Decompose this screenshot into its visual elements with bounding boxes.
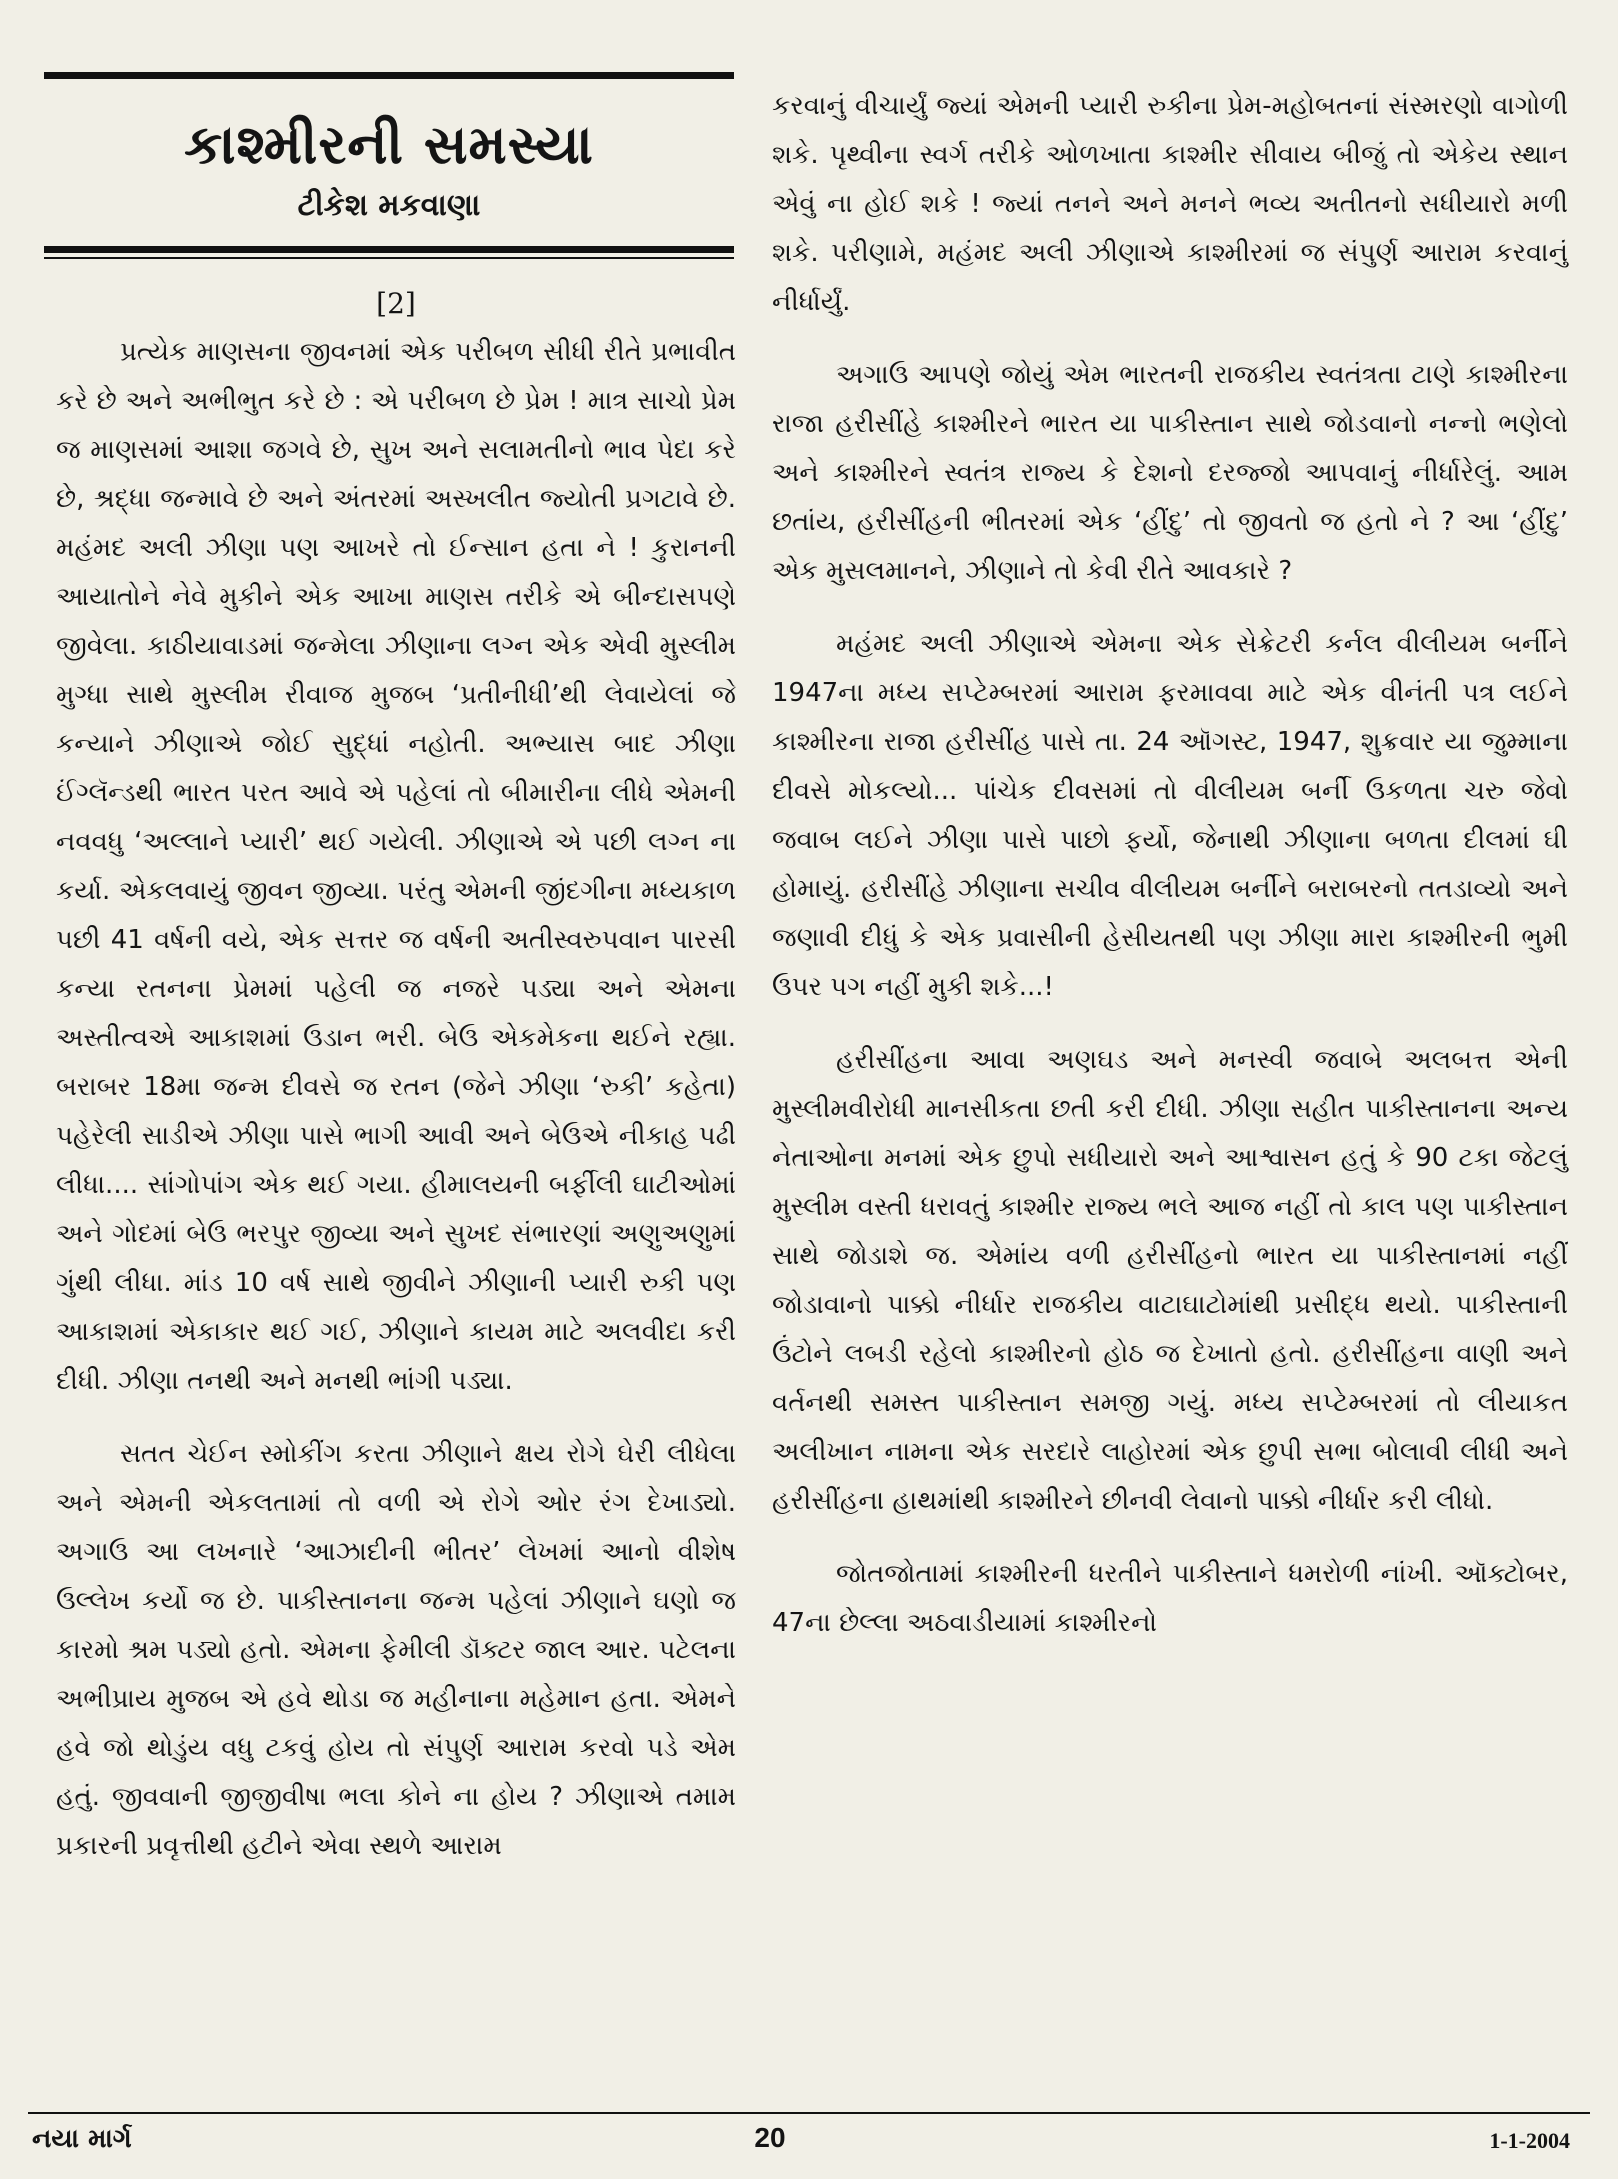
paragraph: મહંમદ અલી ઝીણાએ એમના એક સેક્રેટરી કર્નલ વીલીયમ બર્નીને 1947ના મધ્ય સપ્ટેમ્બરમાં આરામ ફરમાવવા માટે એક વીનંતી પત્ર લઈને કાશ્મીરના રાજા હરીસીંહ પાસે તા. 24 ઑગસ્ટ, 1947, શુક્રવાર યા જુમ્માના દીવસે મોકલ્યો... પાંચેક દીવસમાં તો વીલીયમ બર્ની ઉકળતા ચરુ જેવો જવાબ લઈને ઝીણા પાસે પાછો ફર્યો, જેનાથી ઝીણાના બળતા દીલમાં ઘી હોમાયું. હરીસીંહે ઝીણાના સચીવ વીલીયમ બર્નીને બરાબરનો તતડાવ્યો અને જણાવી દીધું કે એક પ્રવાસીની હેસીયતથી પણ ઝીણા મારા કાશ્મીરની ભુમી ઉપર પગ નહીં મુકી શકે...! [772, 629, 1568, 1002]
paragraph: હરીસીંહના આવા અણઘડ અને મનસ્વી જવાબે અલબત્ત એની મુસ્લીમવીરોધી માનસીકતા છતી કરી દીધી. ઝીણા સહીત પાકીસ્તાનના અન્ય નેતાઓના મનમાં એક છુપો સધીયારો અને આશ્વાસન હતું કે 90 ટકા જેટલું મુસ્લીમ વસ્તી ધરાવતું કાશ્મીર રાજ્ય ભલે આજ નહીં તો કાલ પણ પાકીસ્તાન સાથે જોડાશે જ. એમાંય વળી હરીસીંહનો ભારત યા પાકીસ્તાનમાં નહીં જોડાવાનો પાક્કો નીર્ધાર રાજકીય વાટાઘાટોમાંથી પ્રસીદ્ધ થયો. પાકીસ્તાની ઉંટોને લબડી રહેલો કાશ્મીરનો હોઠ જ દેખાતો હતો. હરીસીંહના વાણી અને વર્તનથી સમસ્ત પાકીસ્તાન સમજી ગયું. મધ્ય સપ્ટેમ્બરમાં તો લીયાકત અલીખાન નામના એક સરદારે લાહોરમાં એક છુપી સભા બોલાવી લીધી અને હરીસીંહના હાથમાંથી કાશ્મીરને છીનવી લેવાનો પાક્કો નીર્ધાર કરી લીધો. [772, 1045, 1568, 1516]
article-title: કાશ્મીરની સમસ્યા [184, 113, 594, 176]
left-column [56, 284, 736, 1871]
page-number: 20 [754, 2122, 786, 2153]
header-top-rule [44, 72, 734, 79]
paragraph: પ્રત્યેક માણસના જીવનમાં એક પરીબળ સીધી રીતે પ્રભાવીત કરે છે અને અભીભુત કરે છે : એ પરીબળ છે પ્રેમ ! માત્ર સાચો પ્રેમ જ માણસમાં આશા જગવે છે, સુખ અને સલામતીનો ભાવ પેદા કરે છે, શ્રદ્ધા જન્માવે છે અને અંતરમાં અસ્ખલીત જ્યોતી પ્રગટાવે છે. મહંમદ અલી ઝીણા પણ આખરે તો ઈન્સાન હતા ને ! કુરાનની આયાતોને નેવે મુકીને એક આખા માણસ તરીકે એ બીન્દાસપણે જીવેલા. કાઠીયાવાડમાં જન્મેલા ઝીણાના લગ્ન એક એવી મુસ્લીમ મુગ્ધા સાથે મુસ્લીમ રીવાજ મુજબ ‘પ્રતીનીધી’થી લેવાયેલાં જે કન્યાને ઝીણાએ જોઈ સુદ્ધાં નહોતી. અભ્યાસ બાદ ઝીણા ઈંગ્લૅન્ડથી ભારત પરત આવે એ પહેલાં તો બીમારીના લીધે એમની નવવધુ ‘અલ્લાને પ્યારી’ થઈ ગયેલી. ઝીણાએ એ પછી લગ્ન ના કર્યા. એકલવાયું જીવન જીવ્યા. પરંતુ એમની જીંદગીના મધ્યકાળ પછી 41 વર્ષની વયે, એક સત્તર જ વર્ષની અતીસ્વરુપવાન પારસી કન્યા રતનના પ્રેમમાં પહેલી જ નજરે પડ્યા અને એમના અસ્તીત્વએ આકાશમાં ઉડાન ભરી. બેઉ એકમેકના થઈને રહ્યા. બરાબર 18મા જન્મ દીવસે જ રતન (જેને ઝીણા ‘રુકી’ કહેતા) પહેરેલી સાડીએ ઝીણા પાસે ભાગી આવી અને બેઉએ નીકાહ પઢી લીધા.... સાંગોપાંગ એક થઈ ગયા. હીમાલયની બર્ફીલી ઘાટીઓમાં અને ગોદમાં બેઉ ભરપુર જીવ્યા અને સુખદ સંભારણાં અણુઅણુમાં ગુંથી લીધા. માંડ 10 વર્ષ સાથે જીવીને ઝીણાની પ્યારી રુકી પણ આકાશમાં એકાકાર થઈ ગઈ, ઝીણાને કાયમ માટે અલવીદા કરી દીધી. ઝીણા તનથી અને મનથી ભાંગી પડ્યા. [56, 337, 736, 1396]
footer-rule [28, 2112, 1590, 2114]
paragraph: જોતજોતામાં કાશ્મીરની ધરતીને પાકીસ્તાને ધમરોળી નાંખી. ઑક્ટોબર, 47ના છેલ્લા અઠવાડીયામાં કાશ્મીરનો [772, 1559, 1568, 1638]
issue-date: 1-1-2004 [1489, 2128, 1570, 2153]
right-column [772, 82, 1568, 1648]
paragraph: અગાઉ આપણે જોયું એમ ભારતની રાજકીય સ્વતંત્રતા ટાણે કાશ્મીરના રાજા હરીસીંહે કાશ્મીરને ભારત યા પાકીસ્તાન સાથે જોડવાનો નન્નો ભણેલો અને કાશ્મીરને સ્વતંત્ર રાજ્ય કે દેશનો દરજ્જો આપવાનું નીર્ધારેલું. આમ છતાંય, હરીસીંહની ભીતરમાં એક ‘હીંદુ’ તો જીવતો જ હતો ને ? આ ‘હીંદુ’ એક મુસલમાનને, ઝીણાને તો કેવી રીતે આવકારે ? [772, 360, 1568, 586]
article-author: ટીકેશ મકવાણા [297, 188, 481, 224]
magazine-name: નયા માર્ગ [32, 2124, 132, 2154]
section-number: [2] [376, 287, 416, 320]
paragraph: કરવાનું વીચાર્યું જ્યાં એમની પ્યારી રુકીના પ્રેમ-મહોબતનાં સંસ્મરણો વાગોળી શકે. પૃથ્વીના સ્વર્ગ તરીકે ઓળખાતા કાશ્મીર સીવાય બીજું તો એકેય સ્થાન એવું ના હોઈ શકે ! જ્યાં તનને અને મનને ભવ્ય અતીતનો સધીયારો મળી શકે. પરીણામે, મહંમદ અલી ઝીણાએ કાશ્મીરમાં જ સંપુર્ણ આરામ કરવાનું નીર્ધાર્યું. [772, 91, 1568, 317]
header-bottom-thin-rule [44, 257, 734, 259]
article-header [44, 72, 734, 259]
paragraph: સતત ચેઈન સ્મોકીંગ કરતા ઝીણાને ક્ષય રોગે ઘેરી લીધેલા અને એમની એકલતામાં તો વળી એ રોગે ઓર રંગ દેખાડ્યો. અગાઉ આ લખનારે ‘આઝાદીની ભીતર’ લેખમાં આનો વીશેષ ઉલ્લેખ કર્યો જ છે. પાકીસ્તાનના જન્મ પહેલાં ઝીણાને ઘણો જ કારમો શ્રમ પડ્યો હતો. એમના ફેમીલી ડૉક્ટર જાલ આર. પટેલના અભીપ્રાય મુજબ એ હવે થોડા જ મહીનાના મહેમાન હતા. એમને હવે જો થોડુંય વધુ ટકવું હોય તો સંપુર્ણ આરામ કરવો પડે એમ હતું. જીવવાની જીજીવીષા ભલા કોને ના હોય ? ઝીણાએ તમામ પ્રકારની પ્રવૃત્તીથી હટીને એવા સ્થળે આરામ [56, 1439, 736, 1861]
header-bottom-rule [44, 246, 734, 253]
